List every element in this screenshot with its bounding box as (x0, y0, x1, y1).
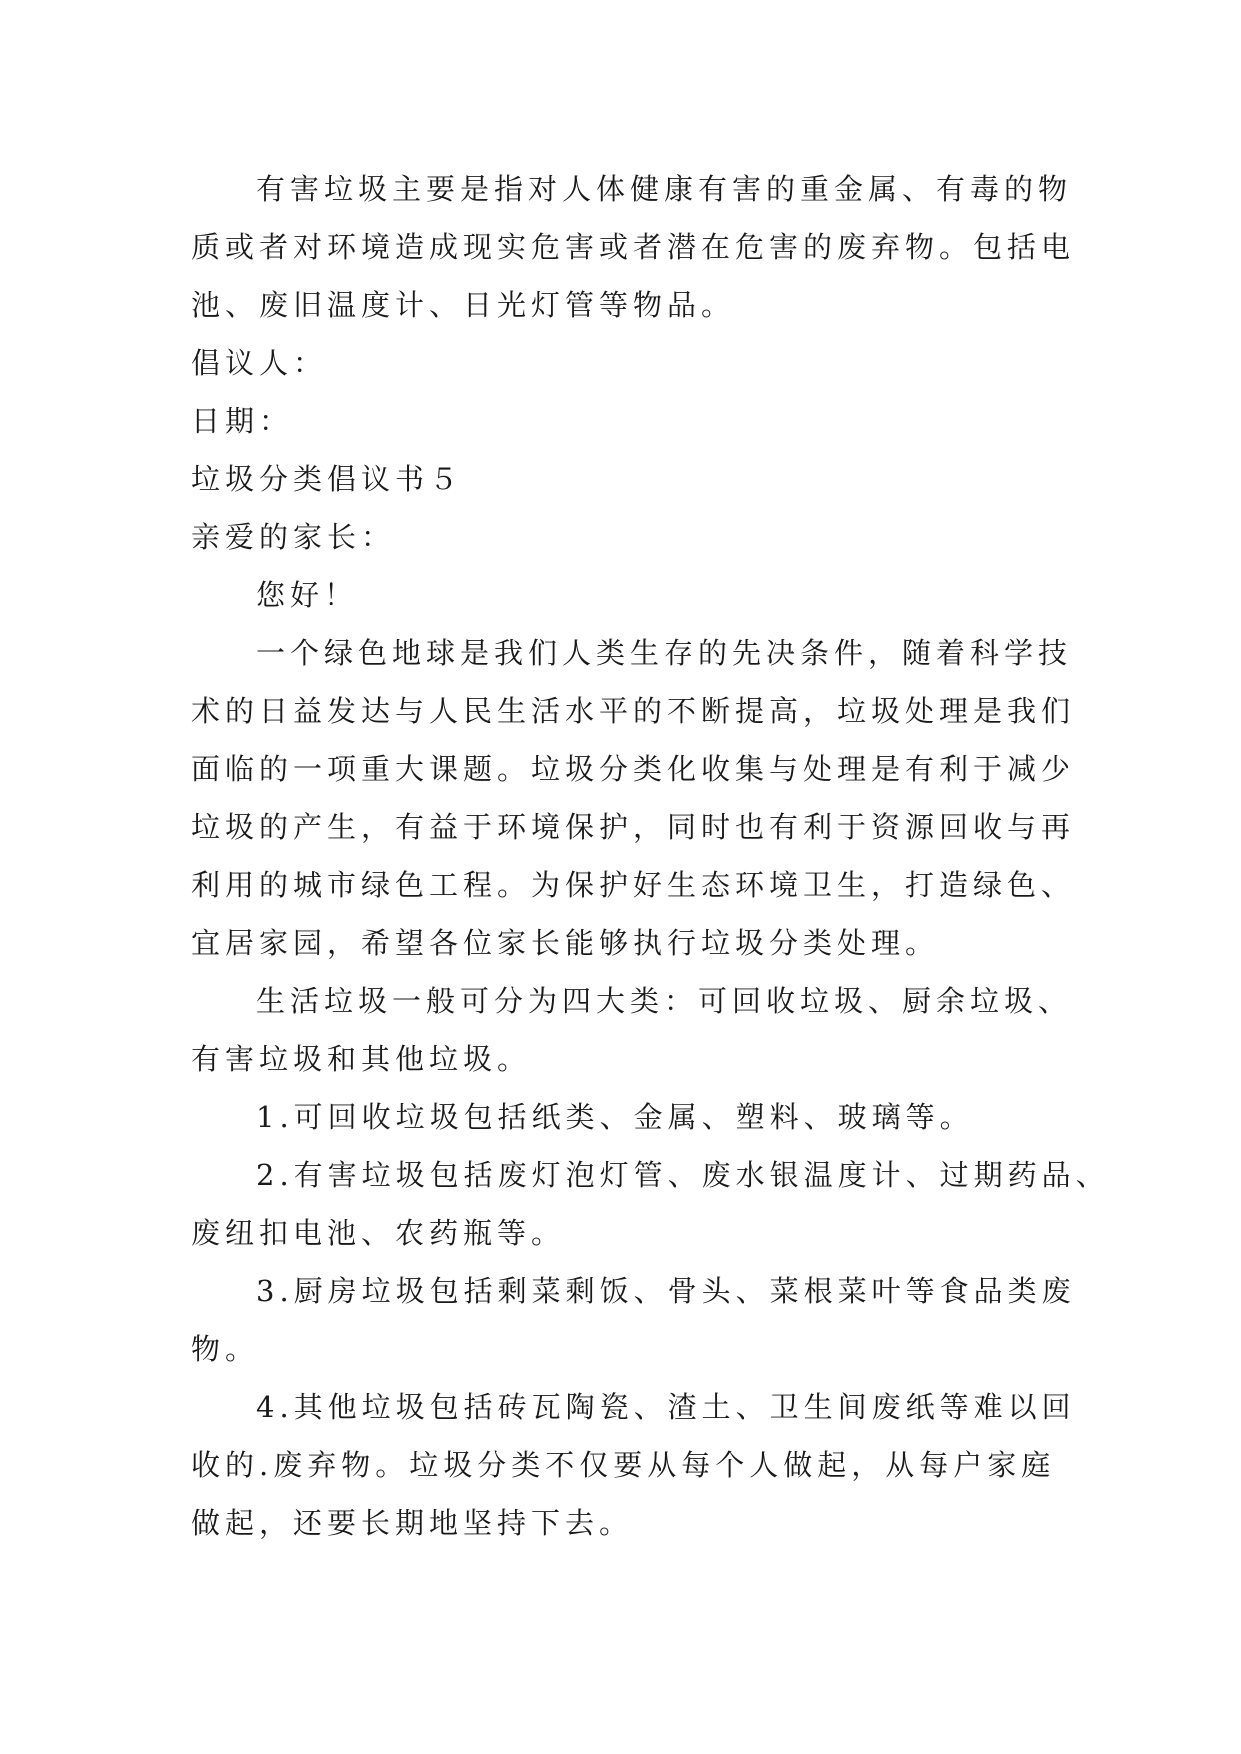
text-line: 垃圾的产生，有益于环境保护，同时也有利于资源回收与再 (191, 810, 1076, 844)
text-line: 池、废旧温度计、日光灯管等物品。 (191, 288, 736, 322)
paragraph (191, 1378, 1076, 1552)
text-line: 3.厨房垃圾包括剩菜剩饭、骨头、菜根菜叶等食品类废 (256, 1274, 1076, 1308)
text-line: 1.可回收垃圾包括纸类、金属、塑料、玻璃等。 (256, 1100, 974, 1134)
text-line: 日期： (191, 404, 294, 438)
paragraph (191, 566, 1051, 624)
text-line: 利用的城市绿色工程。为保护好生态环境卫生，打造绿色、 (191, 868, 1076, 902)
paragraph (191, 508, 1051, 566)
text-line: 有害垃圾和其他垃圾。 (191, 1042, 532, 1076)
paragraph (191, 392, 1051, 450)
paragraph (191, 972, 1073, 1088)
text-line: 垃圾分类倡议书５ (191, 462, 464, 496)
text-line: 亲爱的家长： (191, 520, 396, 554)
text-line: 术的日益发达与人民生活水平的不断提高，垃圾处理是我们 (191, 694, 1076, 728)
text-line: 废纽扣电池、农药瓶等。 (191, 1216, 566, 1250)
paragraph (191, 1262, 1076, 1378)
text-line: 生活垃圾一般可分为四大类：可回收垃圾、厨余垃圾、 (256, 984, 1073, 1018)
document-body (191, 160, 1110, 1552)
text-line: 面临的一项重大课题。垃圾分类化收集与处理是有利于减少 (191, 752, 1076, 786)
text-line: 倡议人： (191, 346, 328, 380)
text-line: 4.其他垃圾包括砖瓦陶瓷、渣土、卫生间废纸等难以回 (256, 1390, 1076, 1424)
text-line: 有害垃圾主要是指对人体健康有害的重金属、有毒的物 (256, 172, 1073, 206)
paragraph (191, 160, 1076, 334)
text-line: 物。 (191, 1332, 260, 1366)
text-line: 2.有害垃圾包括废灯泡灯管、废水银温度计、过期药品、 (256, 1158, 1110, 1192)
text-line: 做起，还要长期地坚持下去。 (191, 1506, 634, 1540)
paragraph (191, 1088, 1051, 1146)
paragraph (191, 450, 1051, 508)
text-line: 您好！ (256, 578, 359, 612)
text-line: 质或者对环境造成现实危害或者潜在危害的废弃物。包括电 (191, 230, 1076, 264)
paragraph (191, 1146, 1110, 1262)
text-line: 收的.废弃物。垃圾分类不仅要从每个人做起，从每户家庭 (191, 1448, 1056, 1482)
text-line: 宜居家园，希望各位家长能够执行垃圾分类处理。 (191, 926, 940, 960)
text-line: 一个绿色地球是我们人类生存的先决条件，随着科学技 (256, 636, 1073, 670)
paragraph (191, 334, 1051, 392)
document-page (191, 160, 1110, 1552)
paragraph (191, 624, 1076, 972)
